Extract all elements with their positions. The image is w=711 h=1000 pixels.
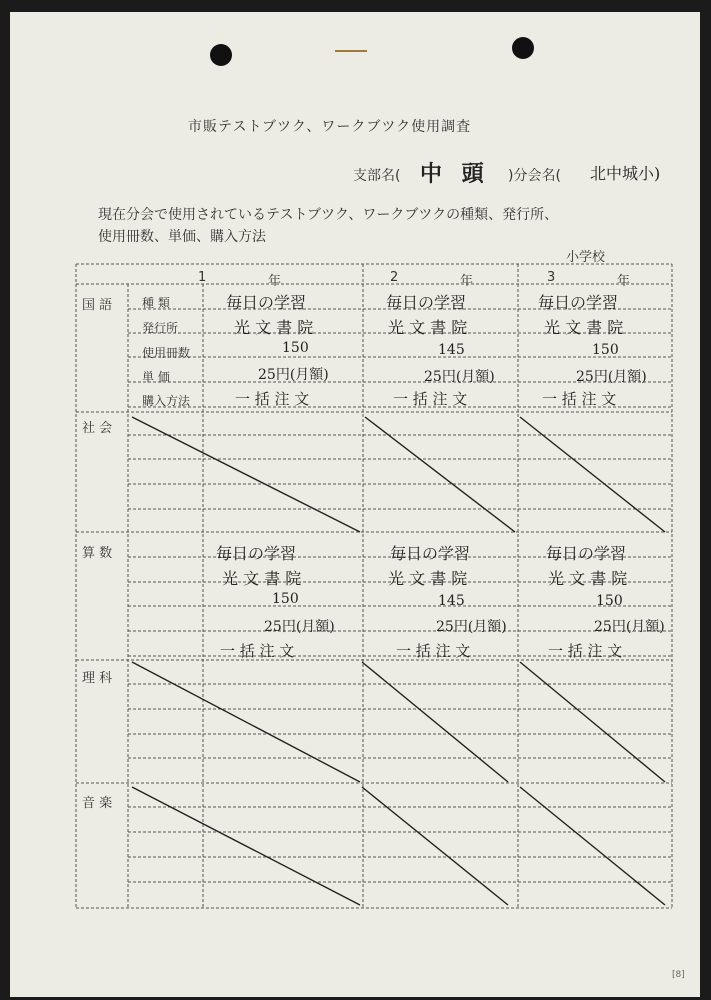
sansu-g3-method: 一 括 注 文: [548, 642, 623, 660]
sansu-g3-count: 150: [596, 593, 623, 609]
strike-through-line-4: [362, 662, 508, 782]
sansu-g2-method: 一 括 注 文: [396, 642, 471, 660]
school-type: 小学校: [566, 250, 606, 265]
strike-through-line-2: [520, 417, 665, 532]
strike-through-line-8: [520, 787, 665, 905]
grade-2-suffix: 年: [460, 274, 474, 289]
strike-through-line-0: [132, 417, 360, 532]
kokugo-g1-price: 25円(月額): [258, 367, 329, 383]
strike-through-line-3: [132, 662, 360, 782]
sansu-g3-publisher: 光 文 書 院: [548, 569, 628, 588]
subgroup-label: )分会名(: [508, 168, 561, 184]
survey-table: [10, 12, 700, 997]
grade-1-number: 1: [198, 270, 207, 285]
kokugo-g2-method: 一 括 注 文: [393, 390, 468, 408]
kokugo-g2-price: 25円(月額): [424, 369, 495, 385]
question-line-1: 現在分会で使用されているテストブツク、ワークブツクの種類、発行所、: [98, 207, 559, 223]
grade-3-suffix: 年: [617, 274, 631, 289]
kokugo-g3-kind: 毎日の学習: [538, 293, 619, 312]
strike-through-line-5: [520, 662, 665, 782]
sansu-g3-price: 25円(月額): [594, 619, 665, 635]
row-label-count: 使用冊数: [142, 346, 191, 360]
row-label-kind: 種 類: [142, 296, 170, 310]
strike-through-line-1: [365, 417, 515, 532]
subject-rika: 理 科: [82, 671, 113, 686]
kokugo-g2-publisher: 光 文 書 院: [388, 318, 468, 337]
kokugo-g3-method: 一 括 注 文: [542, 390, 617, 408]
kokugo-g1-publisher: 光 文 書 院: [234, 318, 314, 337]
strike-through-line-6: [132, 787, 360, 905]
kokugo-g3-count: 150: [592, 342, 619, 358]
subject-ongaku: 音 楽: [82, 796, 113, 811]
document-page: [10, 12, 700, 997]
form-title: 市販テストブツク、ワークブツク使用調査: [188, 119, 472, 135]
sansu-g1-count: 150: [272, 591, 299, 607]
sansu-g1-publisher: 光 文 書 院: [222, 569, 302, 588]
question-line-2: 使用冊数、単価、購入方法: [98, 229, 266, 245]
kokugo-g3-price: 25円(月額): [576, 369, 647, 385]
subgroup-value: 北中城小): [590, 164, 661, 183]
sansu-g1-price: 25円(月額): [264, 619, 335, 635]
strike-through-line-7: [362, 787, 508, 905]
row-label-price: 単 価: [142, 370, 170, 384]
kokugo-g2-count: 145: [438, 342, 465, 358]
sansu-g2-kind: 毎日の学習: [390, 544, 471, 563]
page-number: [8]: [672, 970, 685, 980]
sansu-g1-method: 一 括 注 文: [220, 642, 295, 660]
kokugo-g3-publisher: 光 文 書 院: [544, 318, 624, 337]
kokugo-g1-count: 150: [282, 340, 309, 356]
subject-sansu: 算 数: [82, 546, 113, 561]
sansu-g2-publisher: 光 文 書 院: [388, 569, 468, 588]
subject-shakai: 社 会: [82, 421, 113, 436]
branch-value: 中 頭: [420, 161, 490, 187]
grade-1-suffix: 年: [268, 274, 282, 289]
sansu-g3-kind: 毎日の学習: [546, 544, 627, 563]
subject-kokugo: 国 語: [82, 298, 113, 313]
sansu-g2-price: 25円(月額): [436, 619, 507, 635]
sansu-g1-kind: 毎日の学習: [216, 544, 297, 563]
grade-3-number: 3: [547, 270, 556, 285]
kokugo-g2-kind: 毎日の学習: [386, 293, 467, 312]
row-label-publisher: 発行所: [142, 321, 179, 335]
sansu-g2-count: 145: [438, 593, 465, 609]
branch-label: 支部名(: [353, 168, 401, 184]
grade-2-number: 2: [390, 270, 399, 285]
kokugo-g1-kind: 毎日の学習: [226, 293, 307, 312]
kokugo-g1-method: 一 括 注 文: [235, 390, 310, 408]
row-label-method: 購入方法: [142, 394, 191, 408]
